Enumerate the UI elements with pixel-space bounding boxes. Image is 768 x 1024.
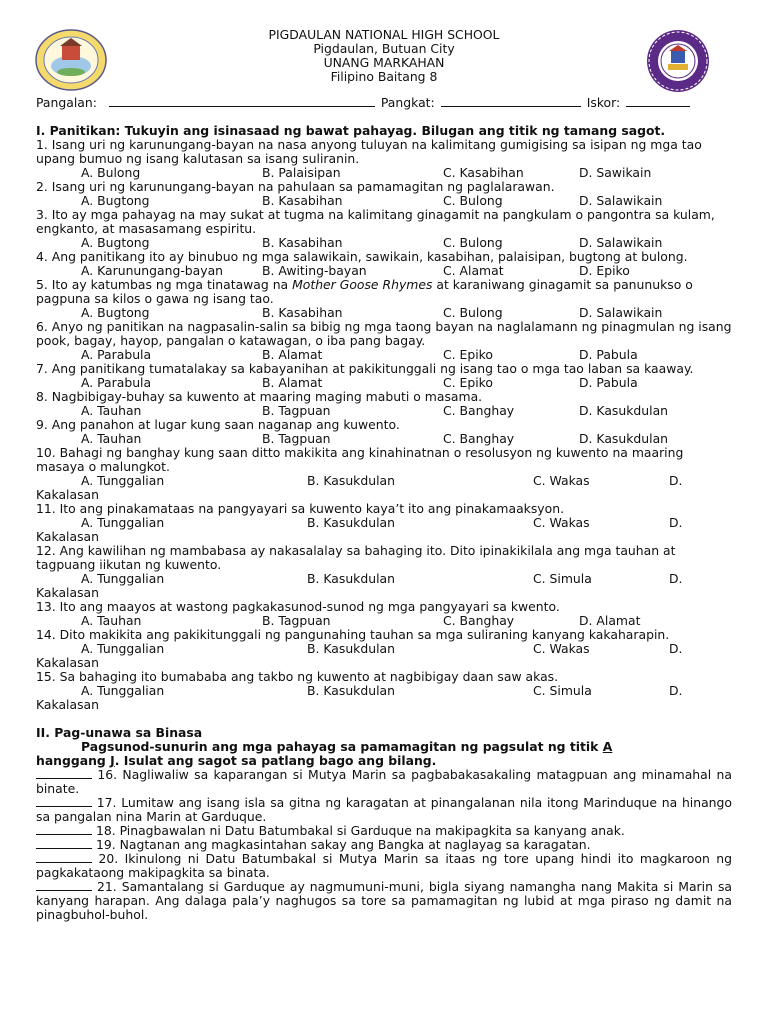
question-9: 9. Ang panahon at lugar kung saan naganap ang kuwento. — [36, 417, 400, 432]
sequence-item-20: 20. Ikinulong ni Datu Batumbakal si Mutya Marin sa itaas ng tore upang hindi ito magkaroon ng pagkakataong makipagkita sa binata. — [36, 851, 732, 880]
option-b[interactable]: B. Kasukdulan — [307, 571, 395, 586]
student-info-row — [36, 96, 732, 110]
option-b[interactable]: B. Palaisipan — [262, 165, 341, 180]
school-name: PIGDAULAN NATIONAL HIGH SCHOOL — [268, 27, 500, 42]
option-d[interactable]: D. Sawikain — [579, 165, 652, 180]
question-7-options — [36, 376, 732, 390]
option-d[interactable]: D. Salawikain — [579, 305, 663, 320]
question-14-options — [36, 642, 732, 656]
option-d[interactable]: D. — [669, 515, 683, 530]
option-c[interactable]: C. Banghay — [443, 403, 515, 418]
question-2-options — [36, 194, 732, 208]
option-d-wrap: Kakalasan — [36, 487, 99, 502]
option-b[interactable]: B. Kasukdulan — [307, 683, 395, 698]
option-a[interactable]: A. Tunggalian — [81, 515, 165, 530]
option-d[interactable]: D. — [669, 473, 683, 488]
question-5-text-a: 5. Ito ay katumbas ng mga tinatawag na — [36, 277, 293, 292]
letter-j: J — [110, 753, 115, 768]
question-3-options — [36, 236, 732, 250]
option-d[interactable]: D. — [669, 571, 683, 586]
option-a[interactable]: A. Bugtong — [81, 193, 150, 208]
option-c[interactable]: C. Alamat — [443, 263, 504, 278]
option-b[interactable]: B. Awiting-bayan — [262, 263, 367, 278]
question-5-text-b: at karaniwang ginagamit sa panunukso o pagpuna sa kilos o gawa ng isang tao. — [36, 277, 693, 306]
question-6-options — [36, 348, 732, 362]
question-12-options — [36, 572, 732, 586]
option-d[interactable]: D. Pabula — [579, 375, 638, 390]
section-1-title: I. Panitikan: Tukuyin ang isinasaad ng bawat pahayag. Bilugan ang titik ng tamang sagot. — [36, 123, 666, 138]
school-location: Pigdaulan, Butuan City — [313, 41, 455, 56]
option-a[interactable]: A. Tunggalian — [81, 473, 165, 488]
question-1: 1. Isang uri ng karunungang-bayan na nasa anyong tuluyan na kalimitang gumigising sa isipan ng mga tao upang bumuo ng isang kalutasan sa isang suliranin. — [36, 137, 702, 166]
quarter-title: UNANG MARKAHAN — [323, 55, 445, 70]
question-13-options — [36, 614, 732, 628]
section-field[interactable] — [441, 96, 581, 107]
exam-content — [36, 96, 732, 922]
option-d[interactable]: D. Alamat — [579, 613, 641, 628]
option-b[interactable]: B. Kasabihan — [262, 235, 343, 250]
question-2: 2. Isang uri ng karunungang-bayan na pahulaan sa pamamagitan ng paglalarawan. — [36, 179, 555, 194]
question-11-options — [36, 516, 732, 530]
option-b[interactable]: B. Kasukdulan — [307, 641, 395, 656]
option-a[interactable]: A. Bugtong — [81, 305, 150, 320]
answer-blank[interactable] — [36, 796, 92, 807]
question-15-options — [36, 684, 732, 698]
sequence-item-18: 18. Pinagbawalan ni Datu Batumbakal si Garduque na makipagkita sa kanyang anak. — [36, 824, 732, 838]
option-d[interactable]: D. Epiko — [579, 263, 630, 278]
option-d[interactable]: D. Salawikain — [579, 193, 663, 208]
option-a[interactable]: A. Bugtong — [81, 235, 150, 250]
score-field[interactable] — [626, 96, 690, 107]
sequence-item-19: 19. Nagtanan ang magkasintahan sakay ang Bangka at naglayag sa karagatan. — [36, 838, 732, 852]
option-d-wrap: Kakalasan — [36, 585, 99, 600]
section-2-instruction-cont: hanggang J. Isulat ang sagot sa patlang bago ang bilang. — [36, 753, 437, 768]
name-label: Pangalan: — [36, 95, 97, 110]
section-2-title: II. Pag-unawa sa Binasa — [36, 725, 203, 740]
question-9-options — [36, 432, 732, 446]
score-label: Iskor: — [586, 95, 621, 110]
answer-blank[interactable] — [36, 838, 92, 849]
option-c[interactable]: C. Bulong — [443, 235, 503, 250]
option-b[interactable]: B. Kasukdulan — [307, 515, 395, 530]
option-c[interactable]: C. Bulong — [443, 193, 503, 208]
answer-blank[interactable] — [36, 768, 92, 779]
option-c[interactable]: C. Bulong — [443, 305, 503, 320]
option-a[interactable]: A. Bulong — [81, 165, 141, 180]
question-12: 12. Ang kawilihan ng mambabasa ay nakasalalay sa bahaging ito. Dito ipinakikilala ang mga tauhan at tagpuang iikutan ng kuwento. — [36, 543, 676, 572]
option-c[interactable]: C. Epiko — [443, 375, 493, 390]
option-b[interactable]: B. Alamat — [262, 347, 323, 362]
sequence-item-16: 16. Nagliwaliw sa kaparangan si Mutya Marin sa pagbabakasakaling matagpuan ang minamahal na binate. — [36, 767, 732, 796]
section-label: Pangkat: — [380, 95, 435, 110]
question-5-options — [36, 306, 732, 320]
option-b[interactable]: B. Tagpuan — [262, 431, 331, 446]
sequence-item-17: 17. Lumitaw ang isang isla sa gitna ng karagatan at pinangalanan nila itong Marinduque na hinango sa pangalan nina Marin at Garduque. — [36, 795, 732, 824]
option-d[interactable]: D. Kasukdulan — [579, 403, 669, 418]
option-c[interactable]: C. Kasabihan — [443, 165, 524, 180]
section-2-instruction: Pagsunod-sunurin ang mga pahayag sa pamamagitan ng pagsulat ng titik A — [81, 739, 613, 754]
option-b[interactable]: B. Kasabihan — [262, 193, 343, 208]
question-10-options — [36, 474, 732, 488]
option-d[interactable]: D. Pabula — [579, 347, 638, 362]
option-b[interactable]: B. Tagpuan — [262, 403, 331, 418]
option-d-wrap: Kakalasan — [36, 697, 99, 712]
option-d-wrap: Kakalasan — [36, 529, 99, 544]
subject-title: Filipino Baitang 8 — [330, 69, 438, 84]
option-a[interactable]: A. Tauhan — [81, 431, 142, 446]
option-a[interactable]: A. Tauhan — [81, 403, 142, 418]
option-b[interactable]: B. Kasabihan — [262, 305, 343, 320]
answer-blank[interactable] — [36, 852, 92, 863]
question-5 — [36, 278, 732, 306]
answer-blank[interactable] — [36, 880, 92, 891]
question-15: 15. Sa bahaging ito bumababa ang takbo ng kuwento at nagbibigay daan saw akas. — [36, 669, 559, 684]
option-c[interactable]: C. Simula — [533, 683, 592, 698]
option-c[interactable]: C. Simula — [533, 571, 592, 586]
option-b[interactable]: B. Tagpuan — [262, 613, 331, 628]
question-4-options — [36, 264, 732, 278]
option-d[interactable]: D. Salawikain — [579, 235, 663, 250]
question-7: 7. Ang panitikang tumatalakay sa kabayanihan at pakikitunggali ng isang tao o mga tao laban sa kaaway. — [36, 361, 694, 376]
option-c[interactable]: C. Wakas — [533, 473, 590, 488]
option-d[interactable]: D. — [669, 683, 683, 698]
letter-a: A — [602, 739, 613, 754]
option-a[interactable]: A. Parabula — [81, 375, 152, 390]
question-4: 4. Ang panitikang ito ay binubuo ng mga salawikain, sawikain, kasabihan, palaisipan, bugtong at bulong. — [36, 249, 688, 264]
question-13: 13. Ito ang maayos at wastong pagkakasunod-sunod ng mga pangyayari sa kwento. — [36, 599, 560, 614]
option-c[interactable]: C. Banghay — [443, 613, 515, 628]
option-d[interactable]: D. — [669, 641, 683, 656]
question-11: 11. Ito ang pinakamataas na pangyayari sa kuwento kaya’t ito ang pinakamaaksyon. — [36, 501, 565, 516]
option-a[interactable]: A. Tauhan — [81, 613, 142, 628]
question-6: 6. Anyo ng panitikan na nagpasalin-salin sa bibig ng mga taong bayan na naglalamann ng pinagmulan ng isang pook, bagay, hayop, pangalan o katawagan, o iba pang bagay. — [36, 319, 732, 348]
option-d-wrap: Kakalasan — [36, 655, 99, 670]
option-b[interactable]: B. Kasukdulan — [307, 473, 395, 488]
question-8-options — [36, 404, 732, 418]
answer-blank[interactable] — [36, 824, 92, 835]
school-seal-logo — [638, 28, 718, 94]
option-a[interactable]: A. Tunggalian — [81, 571, 165, 586]
question-8: 8. Nagbibigay-buhay sa kuwento at maaring maging mabuti o masama. — [36, 389, 483, 404]
question-14: 14. Dito makikita ang pakikitunggali ng pangunahing tauhan sa mga suliraning kanyang kakaharapin. — [36, 627, 670, 642]
option-b[interactable]: B. Alamat — [262, 375, 323, 390]
option-c[interactable]: C. Wakas — [533, 515, 590, 530]
option-c[interactable]: C. Banghay — [443, 431, 515, 446]
option-a[interactable]: A. Karunungang-bayan — [81, 263, 224, 278]
option-c[interactable]: C. Wakas — [533, 641, 590, 656]
question-10: 10. Bahagi ng banghay kung saan ditto makikita ang kinahinatnan o resolusyon ng kuwento na maaring masaya o malungkot. — [36, 445, 684, 474]
sequence-item-21: 21. Samantalang si Garduque ay nagmumuni-muni, bigla siyang namangha nang Makita si Marin sa kanyang harapan. Ang dalaga pala’y naghugos sa tore sa pamamagitan ng lubid at mga piraso ng damit na pinagbuhol-buhol. — [36, 879, 732, 922]
question-3: 3. Ito ay mga pahayag na may sukat at tugma na kalimitang ginagamit na pangkulam o pangontra sa kulam, engkanto, at masasamang espiritu. — [36, 207, 715, 236]
option-a[interactable]: A. Tunggalian — [81, 683, 165, 698]
option-a[interactable]: A. Tunggalian — [81, 641, 165, 656]
question-1-options — [36, 166, 732, 180]
option-d[interactable]: D. Kasukdulan — [579, 431, 669, 446]
option-c[interactable]: C. Epiko — [443, 347, 493, 362]
question-5-italic: Mother Goose Rhymes — [292, 277, 433, 292]
name-field[interactable] — [109, 96, 375, 107]
option-a[interactable]: A. Parabula — [81, 347, 152, 362]
